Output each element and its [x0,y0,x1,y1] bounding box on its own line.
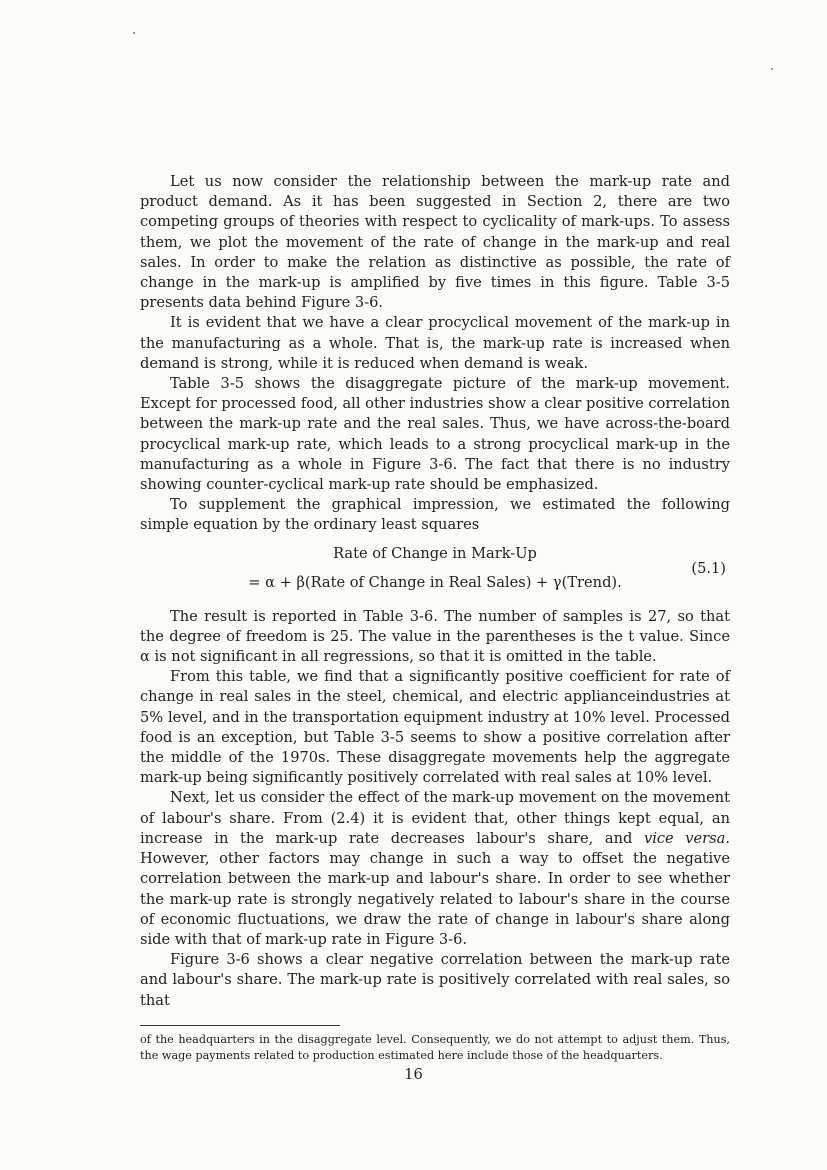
paragraph-from-table: From this table, we find that a significantly positive coefficient for rate of change in real sales in the steel, chemical, and electric applianceindustries at 5% level, and in the transportation equipment industry at 10% level. Processed food is an exception, but Table 3-5 seems to show a positive correlation after the middle of the 1970s. These disaggregate movements help the aggregate mark-up being significantly positively correlated with real sales at 10% level. [140,668,730,787]
paragraph-figure-3-6: Figure 3-6 shows a clear negative correlation between the mark-up rate and labour's share. The mark-up rate is positively correlated with real sales, so that [140,951,730,1009]
scan-speck [771,68,773,70]
equation-5-1 [140,544,730,597]
equation-rhs: = α + β(Rate of Change in Real Sales) + γ(Trend). [248,573,622,591]
vice-versa-italic: vice versa [643,829,726,847]
paragraph-supplement: To supplement the graphical impression, we estimated the following simple equation by the ordinary least squares [140,496,730,534]
paragraph-procyclical: It is evident that we have a clear procyclical movement of the mark-up in the manufacturing as a whole. That is, the mark-up rate is increased when demand is strong, while it is reduced when demand is weak. [140,314,730,372]
paragraph-markup-demand: Let us now consider the relationship between the mark-up rate and product demand. As it has been suggested in Section 2, there are two competing groups of theories with respect to cyclicality of mark-ups. To assess them, we plot the movement of the rate of change in the mark-up and real sales. In order to make the relation as distinctive as possible, the rate of change in the mark-up is amplified by five times in this figure. Table 3-5 presents data behind Figure 3-6. [140,173,730,312]
paragraph-labour-share [140,788,730,950]
page-body [140,172,730,1064]
paragraph-labour-share-part-b: . However, other factors may change in such a way to offset the negative correlation between the mark-up and labour's share. In order to see whether the mark-up rate is strongly negatively related to labour's share in the course of economic fluctuations, we draw the rate of change in labour's share along side with that of mark-up rate in Figure 3-6. [140,829,730,948]
paragraph-labour-share-part-a: Next, let us consider the effect of the mark-up movement on the movement of labour's share. From (2.4) it is evident that, other things kept equal, an increase in the mark-up rate decreases labour's share, and [140,789,730,847]
page-number: 16 [404,1066,423,1083]
equation-line-2 [140,559,730,597]
scan-speck [133,32,135,34]
equation-line-1: Rate of Change in Mark-Up [333,544,537,562]
equation-number: (5.1) [691,559,726,577]
paragraph-disaggregate: Table 3-5 shows the disaggregate picture of the mark-up movement. Except for processed food, all other industries show a clear positive correlation between the mark-up rate and the real sales. Thus, we have across-the-board procyclical mark-up rate, which leads to a strong procyclical mark-up in the manufacturing as a whole in Figure 3-6. The fact that there is no industry showing counter-cyclical mark-up rate should be emphasized. [140,375,730,494]
footnote: of the headquarters in the disaggregate level. Consequently, we do not attempt to adjust them. Thus, the wage payments related to production estimated here include those of the headquarters. [140,1032,730,1062]
paragraph-result: The result is reported in Table 3-6. The number of samples is 27, so that the degree of freedom is 25. The value in the parentheses is the t value. Since α is not significant in all regressions, so that it is omitted in the table. [140,607,730,666]
footnote-rule [140,1025,340,1026]
